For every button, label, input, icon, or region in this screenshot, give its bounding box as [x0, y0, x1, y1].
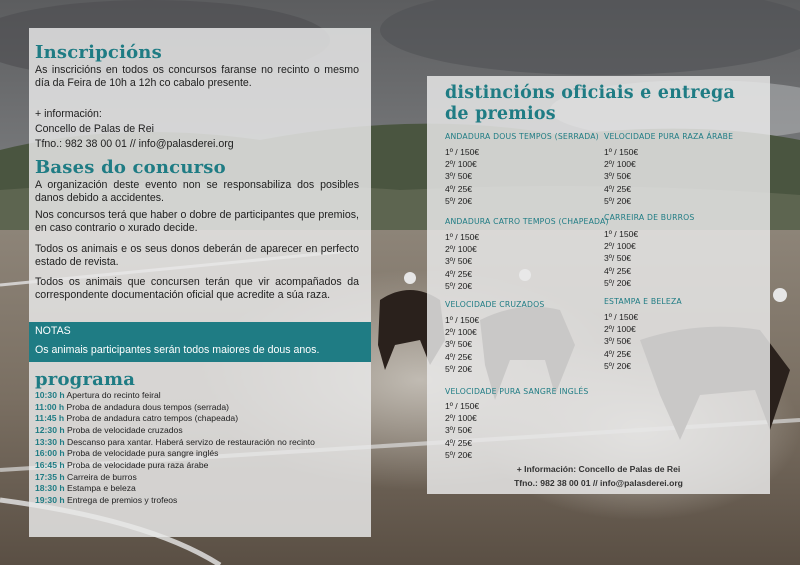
- prize-category: VELOCIDADE CRUZADOS: [445, 300, 545, 309]
- inscricions-info-contact: Tfno.: 982 38 00 01 // info@palasderei.org: [35, 138, 234, 150]
- prize-category: ESTAMPA E BELEZA: [604, 297, 682, 306]
- prize-item: 1º / 150€: [445, 315, 480, 325]
- distincions-title-2: de premios: [445, 104, 556, 124]
- prize-item: 1º / 150€: [604, 229, 639, 239]
- programa-list: [35, 390, 315, 507]
- programa-event: Proba de velocidade pura raza árabe: [67, 459, 209, 470]
- programa-item: [35, 472, 315, 484]
- prize-list: [604, 146, 638, 207]
- prize-item: 4º/ 25€: [445, 183, 473, 194]
- prize-item: 1º / 150€: [604, 312, 639, 322]
- prize-item: 1º / 150€: [445, 232, 480, 242]
- bases-paragraph: Nos concursos terá que haber o dobre de participantes que premios, en caso contrario o xurado decide.: [35, 209, 359, 234]
- programa-event: Carreira de burros: [67, 471, 137, 482]
- programa-time: 10:30 h: [35, 390, 65, 400]
- programa-event: Proba de velocidade cruzados: [67, 424, 183, 435]
- prize-category: ANDADURA CATRO TEMPOS (CHAPEADA): [445, 217, 609, 226]
- prize-item: 4º/ 25€: [445, 351, 473, 362]
- prize-item: 3º/ 50€: [445, 425, 473, 436]
- programa-event: Entrega de premios y trofeos: [67, 494, 178, 505]
- programa-event: Apertura do recinto feiral: [66, 390, 161, 400]
- programa-item: [35, 425, 315, 437]
- inscricions-info-label: + información:: [35, 108, 102, 120]
- prize-item: 5º/ 20€: [604, 360, 632, 371]
- prize-item: 5º/ 20€: [445, 280, 473, 291]
- prize-item: 5º/ 20€: [604, 277, 632, 288]
- programa-time: 16:45 h: [35, 459, 65, 470]
- bases-paragraph: A organización deste evento non se responsabiliza dos posibles danos debido a accidentes.: [35, 179, 359, 204]
- prize-category: ANDADURA DOUS TEMPOS (SERRADA): [445, 132, 599, 141]
- prize-item: 3º/ 50€: [445, 171, 473, 182]
- distincions-info: + Información: Concello de Palas de Rei: [516, 464, 681, 474]
- prize-item: 2º/ 100€: [604, 159, 636, 170]
- prize-item: 4º/ 25€: [445, 268, 473, 279]
- prize-item: 4º/ 25€: [604, 348, 632, 359]
- prize-item: 5º/ 20€: [445, 449, 473, 460]
- programa-event: Descanso para xantar. Haberá servizo de restauración no recinto: [67, 436, 315, 447]
- prize-item: 4º/ 25€: [445, 437, 473, 448]
- programa-event: Proba de andadura catro tempos (chapeada): [66, 413, 239, 424]
- prize-item: 5º/ 20€: [604, 195, 632, 206]
- programa-time: 12:30 h: [35, 424, 65, 435]
- prize-list: [604, 228, 638, 289]
- prize-item: 4º/ 25€: [604, 183, 632, 194]
- prize-item: 2º/ 100€: [445, 244, 477, 255]
- programa-item: [35, 483, 315, 495]
- programa-item: [35, 437, 315, 449]
- prize-list: [445, 400, 479, 461]
- inscricions-info-org: Concello de Palas de Rei: [35, 123, 154, 135]
- prize-item: 3º/ 50€: [604, 253, 632, 264]
- programa-item: [35, 390, 315, 402]
- programa-item: [35, 460, 315, 472]
- prize-item: 1º / 150€: [445, 147, 480, 157]
- inscricions-title: Inscripcións: [35, 42, 162, 63]
- programa-time: 18:30 h: [35, 483, 65, 494]
- prize-item: 2º/ 100€: [445, 413, 477, 424]
- inscricions-body: As inscricións en todos os concursos faranse no recinto o mesmo día da Feira de 10h a 12h co cabalo presente.: [35, 64, 359, 89]
- programa-time: 13:30 h: [35, 436, 65, 447]
- prize-list: [445, 231, 479, 292]
- programa-event: Proba de andadura dous tempos (serrada): [66, 401, 229, 412]
- programa-time: 11:45 h: [35, 413, 65, 424]
- prize-item: 3º/ 50€: [604, 336, 632, 347]
- programa-item: [35, 448, 315, 460]
- bases-title: Bases do concurso: [35, 157, 226, 178]
- prize-item: 1º / 150€: [604, 147, 639, 157]
- prize-item: 2º/ 100€: [604, 324, 636, 335]
- prize-item: 5º/ 20€: [445, 195, 473, 206]
- prize-list: [445, 146, 479, 207]
- prize-item: 2º/ 100€: [445, 327, 477, 338]
- prize-item: 2º/ 100€: [604, 241, 636, 252]
- programa-item: [35, 495, 315, 507]
- prize-category: CARREIRA DE BURROS: [604, 213, 695, 222]
- prize-item: 4º/ 25€: [604, 265, 632, 276]
- prize-category: VELOCIDADE PURA RAZA ÁRABE: [604, 132, 734, 141]
- prize-list: [445, 314, 479, 375]
- programa-time: 17:35 h: [35, 471, 65, 482]
- programa-item: [35, 413, 315, 425]
- programa-time: 19:30 h: [35, 494, 65, 505]
- notes-title: NOTAS: [35, 325, 71, 337]
- prize-category: VELOCIDADE PURA SANGRE INGLÉS: [445, 387, 589, 396]
- distincions-title: distincións oficiais e entrega: [445, 83, 736, 103]
- prize-item: 1º / 150€: [445, 401, 480, 411]
- bases-paragraph: Todos os animais que concursen terán que vir acompañados da correspondente documentación oficial que acredite a súa raza.: [35, 276, 359, 301]
- notes-box: [29, 322, 371, 362]
- prize-item: 3º/ 50€: [445, 339, 473, 350]
- prize-list: [604, 311, 638, 372]
- programa-event: Proba de velocidade pura sangre inglés: [67, 448, 219, 459]
- prize-item: 3º/ 50€: [445, 256, 473, 267]
- programa-event: Estampa e beleza: [67, 483, 136, 494]
- distincions-contact: Tfno.: 982 38 00 01 // info@palasderei.org: [514, 478, 683, 488]
- prize-item: 5º/ 20€: [445, 363, 473, 374]
- prize-item: 3º/ 50€: [604, 171, 632, 182]
- programa-title: programa: [35, 369, 136, 390]
- programa-time: 11:00 h: [35, 401, 65, 412]
- bases-paragraph: Todos os animais e os seus donos deberán de aparecer en perfecto estado de revista.: [35, 243, 359, 268]
- programa-time: 16:00 h: [35, 448, 65, 459]
- programa-item: [35, 402, 315, 414]
- notes-body: Os animais participantes serán todos maiores de dous anos.: [35, 344, 320, 356]
- prize-item: 2º/ 100€: [445, 159, 477, 170]
